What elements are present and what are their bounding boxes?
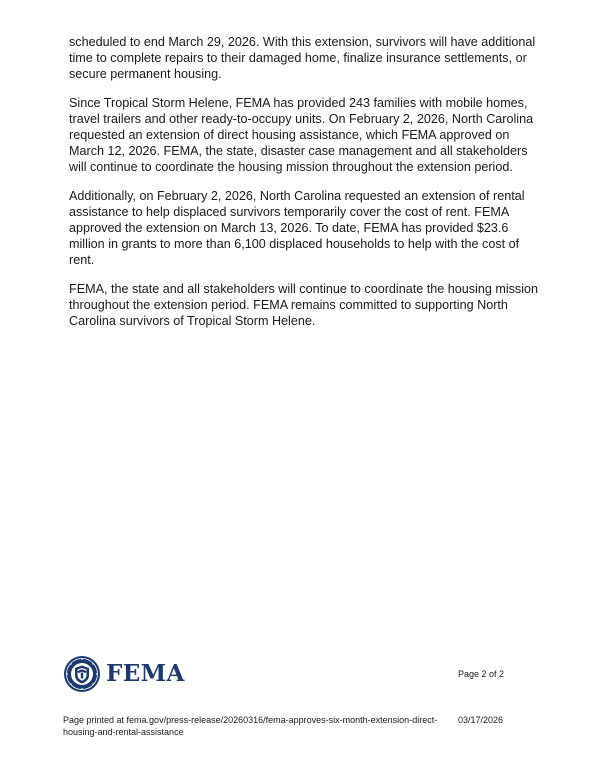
document-body: [69, 34, 539, 342]
paragraph-3: Additionally, on February 2, 2026, North Carolina requested an extension of rental assistance to help displaced survivors temporarily cover the cost of rent. FEMA approved the extension on March 13, 2026. To date, FEMA has provided $23.6 million in grants to more than 6,100 displaced households to help with the cost of rent.: [69, 189, 525, 267]
paragraph-1: scheduled to end March 29, 2026. With this extension, survivors will have additional time to complete repairs to their damaged home, finalize insurance settlements, or secure permanent housing.: [69, 35, 536, 81]
printed-date: 03/17/2026: [458, 715, 504, 725]
fema-wordmark: FEMA: [106, 660, 185, 687]
page-number: Page 2 of 2: [458, 669, 505, 679]
dhs-seal-icon: [63, 655, 101, 693]
fema-logo: [63, 655, 185, 693]
printed-url: Page printed at fema.gov/press-release/20260316/fema-approves-six-month-extension-direct-housing-and-rental-assistance: [63, 715, 438, 737]
paragraph-4: FEMA, the state and all stakeholders will continue to coordinate the housing mission throughout the extension period. FEMA remains committed to supporting North Carolina survivors of Tropical Storm Helene.: [69, 282, 539, 328]
paragraph-2: Since Tropical Storm Helene, FEMA has provided 243 families with mobile homes, travel trailers and other ready-to-occupy units. On February 2, 2026, North Carolina requested an extension of direct housing assistance, which FEMA approved on March 12, 2026. FEMA, the state, disaster case management and all stakeholders will continue to coordinate the housing mission throughout the extension period.: [69, 96, 534, 174]
